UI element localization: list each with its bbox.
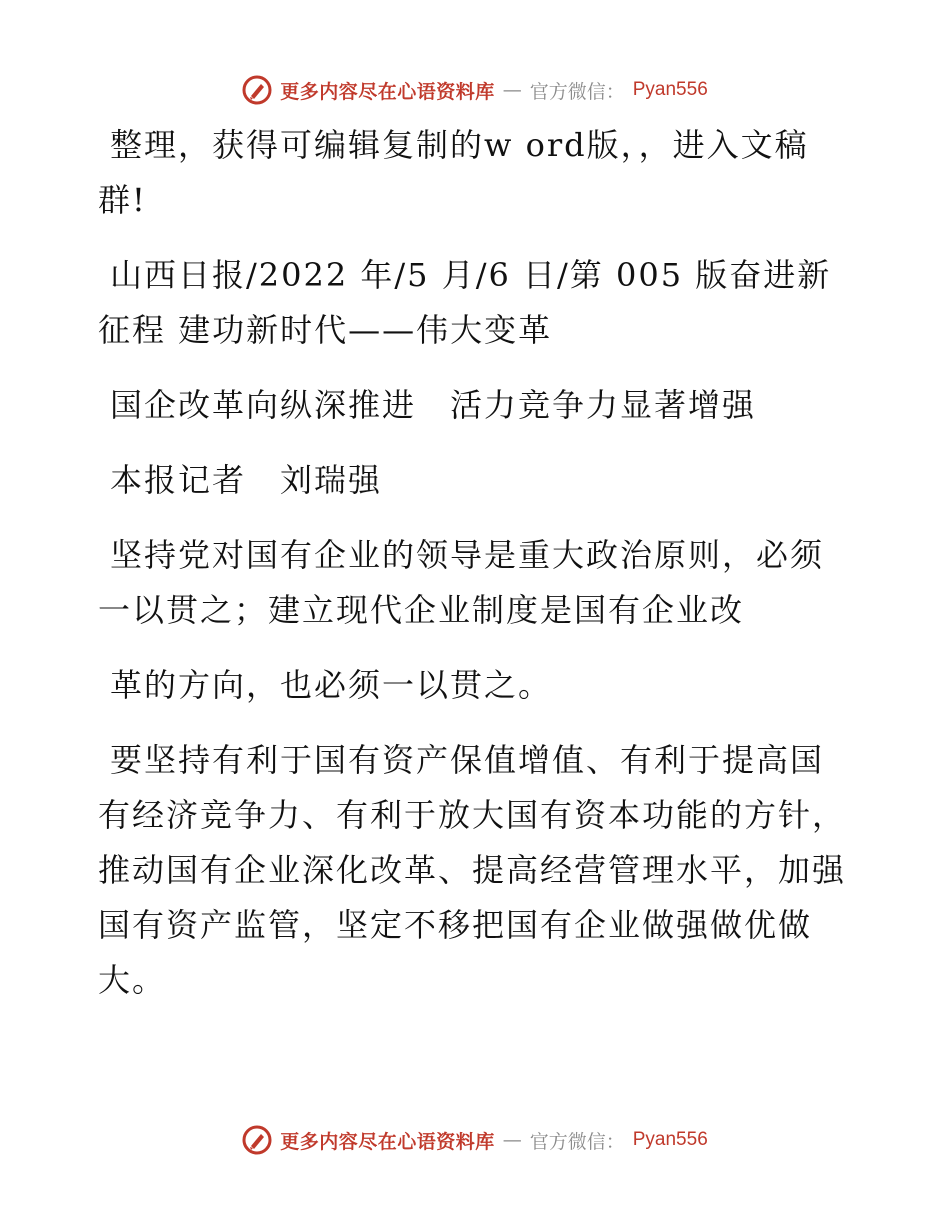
watermark-separator: — — [502, 1129, 522, 1151]
header-watermark — [0, 70, 950, 110]
watermark-contact-label: 官方微信： — [529, 80, 625, 103]
watermark-contact-id: Pyan556 — [632, 1129, 708, 1150]
article-headline: 国企改革向纵深推进 活力竞争力显著增强 — [110, 386, 757, 424]
body-paragraph-3: 要坚持有利于国有资产保值增值、有利于提高国有经济竞争力、有利于放大国有资本功能的方针，推动国有企业深化改革、提高经营管理水平，加强国有资产监管，坚定不移把国有企业做强做优做大。 — [98, 741, 847, 999]
watermark-separator: — — [502, 79, 522, 101]
byline: 本报记者 刘瑞强 — [110, 461, 383, 499]
body-paragraph-2: 革的方向，也必须一以贯之。 — [110, 666, 553, 704]
watermark-brand: 更多内容尽在心语资料库 — [280, 1130, 495, 1153]
watermark-contact-id: Pyan556 — [632, 79, 708, 100]
body-paragraph-1: 坚持党对国有企业的领导是重大政治原则，必须一以贯之；建立现代企业制度是国有企业改 — [98, 536, 825, 629]
pen-nib-logo-icon — [242, 1125, 272, 1155]
footer-watermark — [0, 1120, 950, 1160]
watermark-contact-label: 官方微信： — [529, 1130, 625, 1153]
source-line: 山西日报/2022 年/5 月/6 日/第 005 版奋进新征程 建功新时代——伟大变革 — [98, 256, 832, 349]
pen-nib-logo-icon — [242, 75, 272, 105]
document-body — [98, 118, 850, 1028]
watermark-brand: 更多内容尽在心语资料库 — [280, 80, 495, 103]
intro-paragraph: 整理，获得可编辑复制的w ord版，，进入文稿群! — [98, 126, 809, 219]
